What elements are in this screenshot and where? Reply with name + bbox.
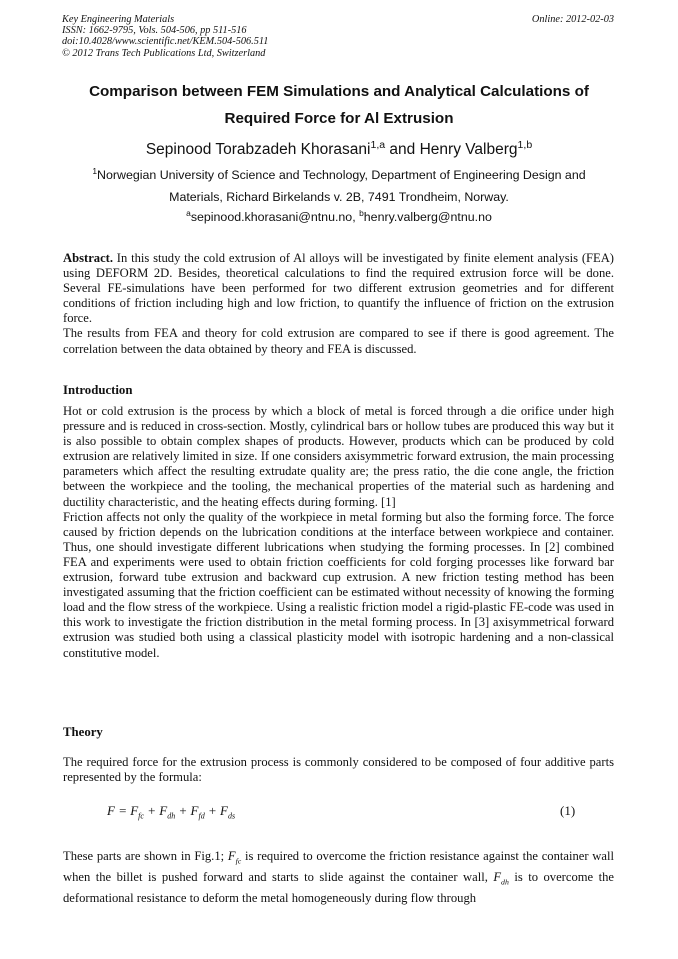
email-b[interactable]: henry.valberg@ntnu.no bbox=[363, 210, 492, 224]
author-2-sup: 1,b bbox=[517, 138, 533, 151]
issn-line: ISSN: 1662-9795, Vols. 504-506, pp 511-516 bbox=[62, 25, 247, 37]
theory-text-b: is required to overcome the friction resistance against the container wall when the billet is pushed forward and starts to slide against the container wall, bbox=[63, 849, 614, 884]
email-line: $^a$sepinood.khorasani@ntnu.no, $^b$henry.valberg@ntnu.no bbox=[186, 207, 492, 224]
abstract-text-1: In this study the cold extrusion of Al alloys will be investigated by finite element analysis (FEA) using DEFORM 2D. Besides, theoretical calculations to find the required extrusion force will be done. Several FE-simulations have been performed for two different extrusion geometries and for different conditions of friction including high and low friction, to quantify the influence of friction on the extrusion force. bbox=[63, 251, 614, 326]
author-list bbox=[40, 140, 638, 160]
paper-title bbox=[40, 78, 638, 132]
title-line-2: Required Force for Al Extrusion bbox=[224, 110, 454, 127]
theory-heading: Theory bbox=[63, 725, 103, 739]
affiliation-line-2: Materials, Richard Birkelands v. 2B, 7491 Trondheim, Norway. bbox=[169, 190, 509, 204]
title-line-1: Comparison between FEM Simulations and Analytical Calculations of bbox=[89, 83, 589, 100]
theory-text-c: is to overcome the deformational resistance to deform the metal homogeneously during flow through bbox=[63, 870, 615, 905]
author-2: Henry Valberg bbox=[419, 141, 518, 158]
theory-intro bbox=[63, 755, 614, 785]
theory-paragraph-2 bbox=[63, 846, 614, 909]
page-header bbox=[62, 14, 614, 59]
intro-paragraph-2: Friction affects not only the quality of the workpiece in metal forming but also the forming force. The force caused by friction depends on the lubrication conditions at the interface between workpiece and container. Thus, one should investigate different lubrications when studying the forming processes. In [2] combined FEA and experiments were used to obtain friction coefficients for cold forging processes like forward bar extrusion, forward tube extrusion and backward cup extrusion. A new friction testing method has been investigated assuming that the friction coefficient can be estimated without necessity of knowing the forming load and the flow stress of the workpiece. Using a realistic friction model a rigid-plastic FE-code was used in this work to investigate the friction distribution in the metal forming process. In [3] axisymmetrical forward extrusion was studied both using a classical plasticity model with isotropic hardening and a non-classical constitutive model. bbox=[63, 509, 614, 660]
theory-text-a: These parts are shown in Fig.1; bbox=[63, 849, 228, 863]
abstract bbox=[63, 251, 614, 357]
doi-line: doi:10.4028/www.scientific.net/KEM.504-506.511 bbox=[62, 36, 269, 48]
equation-number: (1) bbox=[560, 803, 576, 818]
author-1: Sepinood Torabzadeh Khorasani bbox=[145, 141, 371, 158]
abstract-paragraph-1 bbox=[63, 251, 614, 326]
affiliation-line-1: Norwegian University of Science and Technology, Department of Engineering Design and bbox=[97, 168, 586, 182]
equation-1: $F = F_{fc} + F_{dh} + F_{fd} + F_{ds}$ bbox=[107, 803, 236, 821]
abstract-label: Abstract. bbox=[63, 251, 114, 265]
symbol-ffc: $F_{fc}$ bbox=[227, 849, 242, 866]
online-date: Online: 2012-02-03 bbox=[531, 14, 614, 25]
abstract-paragraph-2: The results from FEA and theory for cold extrusion are compared to see if there is good agreement. The correlation between the data obtained by theory and FEA is discussed. bbox=[63, 326, 614, 356]
affiliation bbox=[40, 164, 638, 208]
copyright-line: © 2012 Trans Tech Publications Ltd, Switzerland bbox=[62, 47, 266, 59]
symbol-fdh: $F_{dh}$ bbox=[493, 870, 509, 887]
theory-paragraph-1: The required force for the extrusion process is commonly considered to be composed of four additive parts represented by the formula: bbox=[63, 755, 614, 785]
email-a-sup: a bbox=[186, 207, 191, 218]
author-conjunction: and bbox=[385, 141, 420, 158]
author-1-sup: 1,a bbox=[370, 138, 386, 151]
introduction-body bbox=[63, 404, 614, 661]
email-a[interactable]: sepinood.khorasani@ntnu.no bbox=[190, 210, 353, 224]
email-b-sup: b bbox=[359, 207, 364, 218]
affiliation-sup: 1 bbox=[92, 165, 98, 176]
intro-paragraph-1: Hot or cold extrusion is the process by which a block of metal is forced through a die orifice under high pressure and is reduced in cross-section. Mostly, cylindrical bars or hollow tubes are produced this way but it is also possible to obtain complex shapes of products. However, products which can be produced by cold extrusion are relatively limited in size. If one considers axisymmetric forward extrusion, the main processing parameters which affect the resulting extrudate quality are; the press ratio, the die cone angle, the friction between the workpiece and the tooling, the mechanical properties of the material such as hardening and ductility characteristic, and the heating effects during forming. [1] bbox=[63, 404, 614, 509]
journal-name: Key Engineering Materials bbox=[62, 14, 175, 25]
introduction-heading: Introduction bbox=[63, 383, 133, 397]
